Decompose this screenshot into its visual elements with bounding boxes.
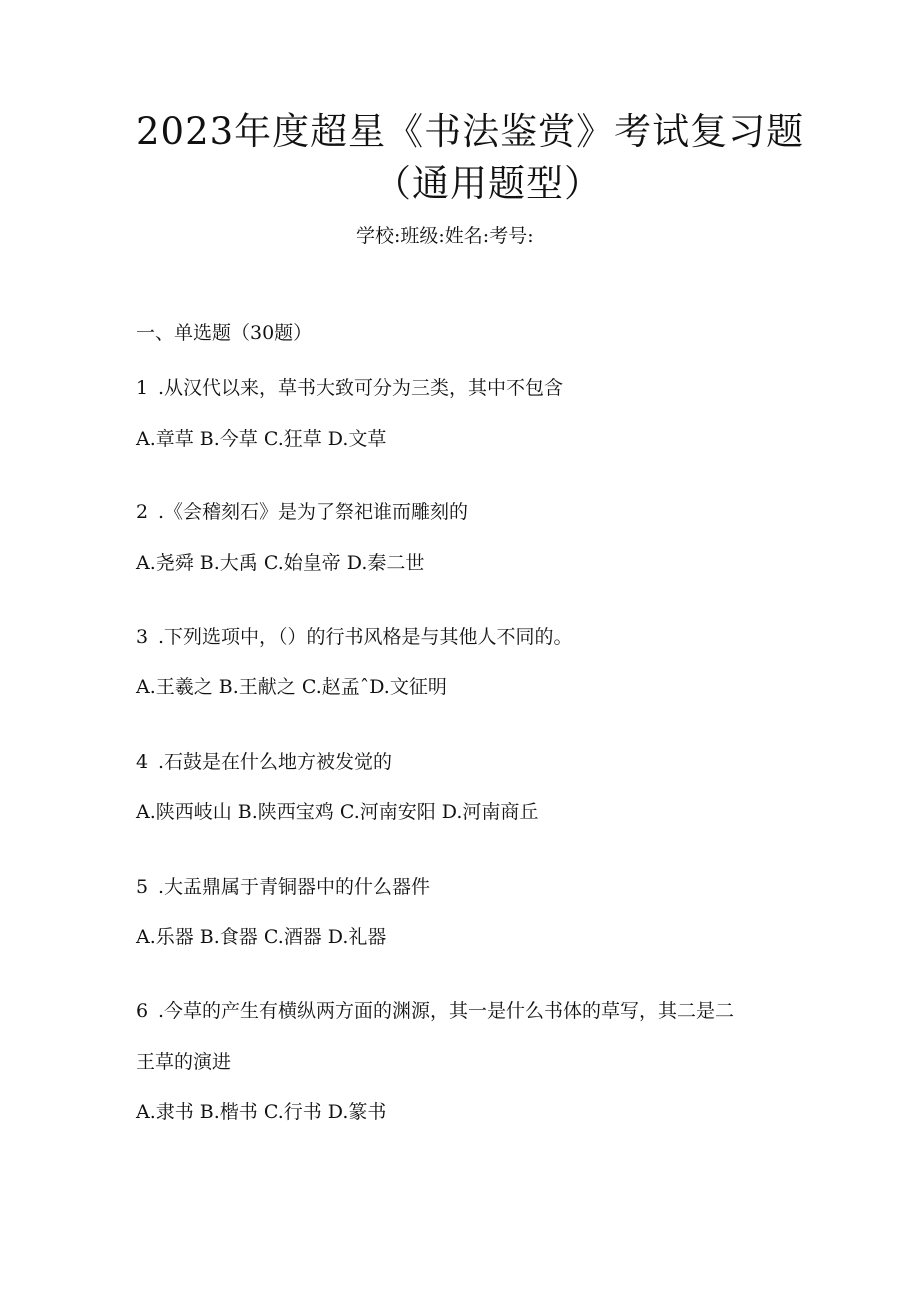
student-info-line: 学校:班级:姓名:考号:: [356, 225, 534, 247]
question-6-stem: [136, 997, 734, 1025]
question-5-options: A.乐器 B.食器 C.酒器 D.礼器: [136, 926, 387, 948]
question-number: 4: [136, 751, 149, 773]
document-title-line-1: 2023年度超星《书法鉴赏》考试复习题: [136, 110, 805, 153]
question-number: 1: [136, 377, 149, 399]
question-number: 6: [136, 1000, 149, 1022]
question-text: .下列选项中，（）的行书风格是与其他人不同的。: [158, 626, 573, 648]
question-4-stem: [136, 748, 392, 776]
question-1-options: A.章草 B.今草 C.狂草 D.文草: [136, 428, 387, 450]
question-text: .今草的产生有横纵两方面的渊源，其一是什么书体的草写，其二是二: [158, 1000, 735, 1022]
question-1-stem: [136, 374, 563, 402]
question-4-options: A.陕西岐山 B.陕西宝鸡 C.河南安阳 D.河南商丘: [136, 801, 539, 823]
question-text: .《会稽刻石》是为了祭祀谁而雕刻的: [158, 501, 469, 523]
question-2-options: A.尧舜 B.大禹 C.始皇帝 D.秦二世: [136, 552, 425, 574]
question-number: 5: [136, 876, 149, 898]
question-2-stem: [136, 498, 468, 526]
question-text: .大盂鼎属于青铜器中的什么器件: [158, 876, 431, 898]
document-title-line-2: （通用题型）: [374, 162, 602, 205]
question-6-options: A.隶书 B.楷书 C.行书 D.篆书: [136, 1101, 387, 1123]
question-number: 3: [136, 626, 149, 648]
question-number: 2: [136, 501, 149, 523]
section-heading: 一、单选题（30题）: [136, 322, 313, 344]
question-6-stem-continuation: 王草的演进: [136, 1051, 232, 1073]
question-text: .从汉代以来，草书大致可分为三类，其中不包含: [158, 377, 564, 399]
question-text: .石鼓是在什么地方被发觉的: [158, 751, 393, 773]
question-3-stem: [136, 623, 573, 651]
question-3-options: A.王羲之 B.王献之 C.赵孟ˆD.文征明: [136, 676, 447, 698]
question-5-stem: [136, 873, 430, 901]
